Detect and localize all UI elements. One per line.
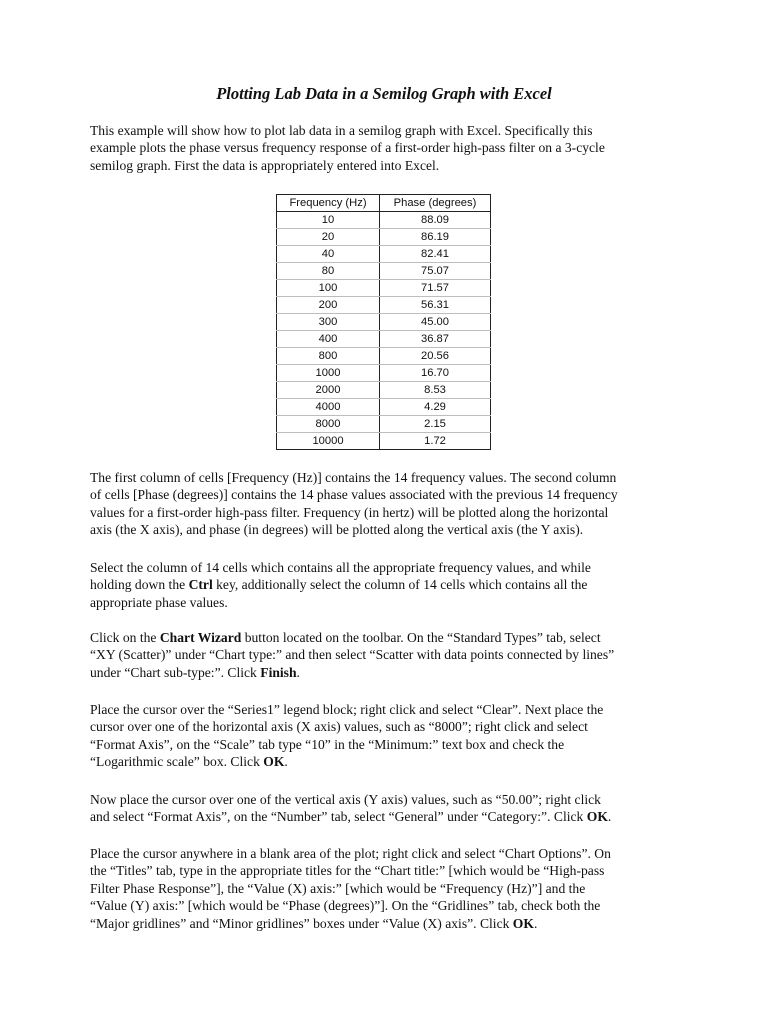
table-row [277,263,491,280]
columns-paragraph [90,469,690,539]
options-line-5-end: . [533,915,538,931]
ok-label-xaxis: OK [263,754,285,770]
phase-cell: 45.00 [380,314,491,331]
phase-cell: 20.56 [380,348,491,365]
header-phase: Phase (degrees) [380,195,491,212]
table-row [277,246,491,263]
frequency-cell: 800 [277,348,380,365]
yaxis-paragraph [90,791,690,826]
phase-cell: 1.72 [380,433,491,450]
phase-cell: 75.07 [380,263,491,280]
wizard-line-3 [90,664,690,681]
phase-cell: 88.09 [380,212,491,229]
ctrl-key-label: Ctrl [188,577,213,593]
intro-line-1: This example will show how to plot lab data in a semilog graph with Excel. Specifically this [90,123,593,138]
options-line-5-start: “Major gridlines” and “Minor gridlines” boxes under “Value (X) axis”. Click [90,915,513,931]
frequency-cell: 100 [277,280,380,297]
chart-wizard-label: Chart Wizard [159,630,242,645]
yaxis-line-2-start: and select “Format Axis”, on the “Number” tab, select “General” under “Category:”. Click [90,809,587,825]
frequency-cell: 4000 [277,399,380,416]
wizard-line-1 [90,629,690,646]
options-line-5 [90,915,690,932]
table-row [277,212,491,229]
frequency-cell: 20 [277,229,380,246]
xaxis-line-4-end: . [284,754,288,770]
select-line-3: appropriate phase values. [90,594,228,610]
xaxis-line-1: Place the cursor over the “Series1” legend block; right click and select “Clear”. Next place the [90,702,604,717]
frequency-cell: 2000 [277,382,380,399]
phase-cell: 16.70 [380,365,491,382]
select-line-2 [90,576,690,593]
phase-cell: 36.87 [380,331,491,348]
phase-cell: 2.15 [380,416,491,433]
phase-cell: 8.53 [380,382,491,399]
options-line-1: Place the cursor anywhere in a blank area of the plot; right click and select “Chart Options”. On [90,846,611,861]
xaxis-line-2: cursor over one of the horizontal axis (X axis) values, such as “8000”; right click and select [90,719,588,735]
wizard-paragraph [90,629,690,681]
xaxis-line-4-start: “Logarithmic scale” box. Click [90,754,264,770]
table-row [277,365,491,382]
table-row [277,416,491,433]
frequency-cell: 300 [277,314,380,331]
frequency-cell: 80 [277,263,380,280]
table-row [277,229,491,246]
intro-paragraph [90,122,690,174]
xaxis-paragraph [90,701,690,771]
table-header-row [277,195,491,212]
table-row [277,348,491,365]
table-row [277,280,491,297]
table-row [277,297,491,314]
options-line-2: the “Titles” tab, type in the appropriate titles for the “Chart title:” [which would be “High-pass [90,863,605,879]
xaxis-line-3: “Format Axis”, on the “Scale” tab type “10” in the “Minimum:” text box and check the [90,736,565,752]
wizard-line-3-start: under “Chart sub-type:”. Click [90,664,261,680]
phase-cell: 4.29 [380,399,491,416]
frequency-cell: 400 [277,331,380,348]
table-body [277,212,491,450]
columns-line-3: values for a first-order high-pass filter. Frequency (in hertz) will be plotted along the horizontal [90,504,609,520]
frequency-cell: 200 [277,297,380,314]
wizard-line-3-end: . [296,664,300,680]
frequency-cell: 1000 [277,365,380,382]
columns-line-1: The first column of cells [Frequency (Hz)] contains the 14 frequency values. The second column [90,470,617,485]
phase-cell: 82.41 [380,246,491,263]
wizard-line-1-end: button located on the toolbar. On the “Standard Types” tab, select [241,630,601,645]
finish-label: Finish [260,664,297,680]
frequency-cell: 10000 [277,433,380,450]
select-line-2-end: key, additionally select the column of 14 cells which contains all the [212,577,588,593]
intro-line-3: semilog graph. First the data is appropriately entered into Excel. [90,157,440,173]
yaxis-line-2-end: . [607,809,612,825]
select-line-2-start: holding down the [90,577,189,593]
select-paragraph [90,559,690,611]
frequency-cell: 10 [277,212,380,229]
options-paragraph [90,845,690,932]
columns-line-2: of cells [Phase (degrees)] contains the 14 phase values associated with the previous 14 frequency [90,487,618,503]
wizard-line-2: “XY (Scatter)” under “Chart type:” and then select “Scatter with data points connected by lines” [90,647,615,663]
frequency-cell: 40 [277,246,380,263]
frequency-cell: 8000 [277,416,380,433]
document-title: Plotting Lab Data in a Semilog Graph with Excel [216,84,552,103]
xaxis-line-4 [90,753,690,770]
yaxis-line-1: Now place the cursor over one of the vertical axis (Y axis) values, such as “50.00”; right click [90,792,601,807]
phase-cell: 86.19 [380,229,491,246]
table-row [277,331,491,348]
options-line-3: Filter Phase Response”], the “Value (X) axis:” [which would be “Frequency (Hz)”] and the [90,880,586,896]
table-row [277,382,491,399]
wizard-line-1-start: Click on the [90,630,160,645]
select-line-1: Select the column of 14 cells which contains all the appropriate frequency values, and while [90,560,591,575]
table-row [277,399,491,416]
ok-label-options: OK [512,915,534,931]
phase-cell: 56.31 [380,297,491,314]
intro-line-2: example plots the phase versus frequency response of a first-order high-pass filter on a 3-cycle [90,140,605,156]
columns-line-4: axis (the X axis), and phase (in degrees) will be plotted along the vertical axis (the Y axis). [90,522,584,538]
frequency-phase-table [276,194,491,450]
table-row [277,433,491,450]
phase-cell: 71.57 [380,280,491,297]
options-line-4: “Value (Y) axis:” [which would be “Phase (degrees)”]. On the “Gridlines” tab, check both the [90,898,601,914]
yaxis-line-2 [90,808,690,825]
table-row [277,314,491,331]
header-frequency: Frequency (Hz) [277,195,380,212]
ok-label-yaxis: OK [586,809,608,825]
